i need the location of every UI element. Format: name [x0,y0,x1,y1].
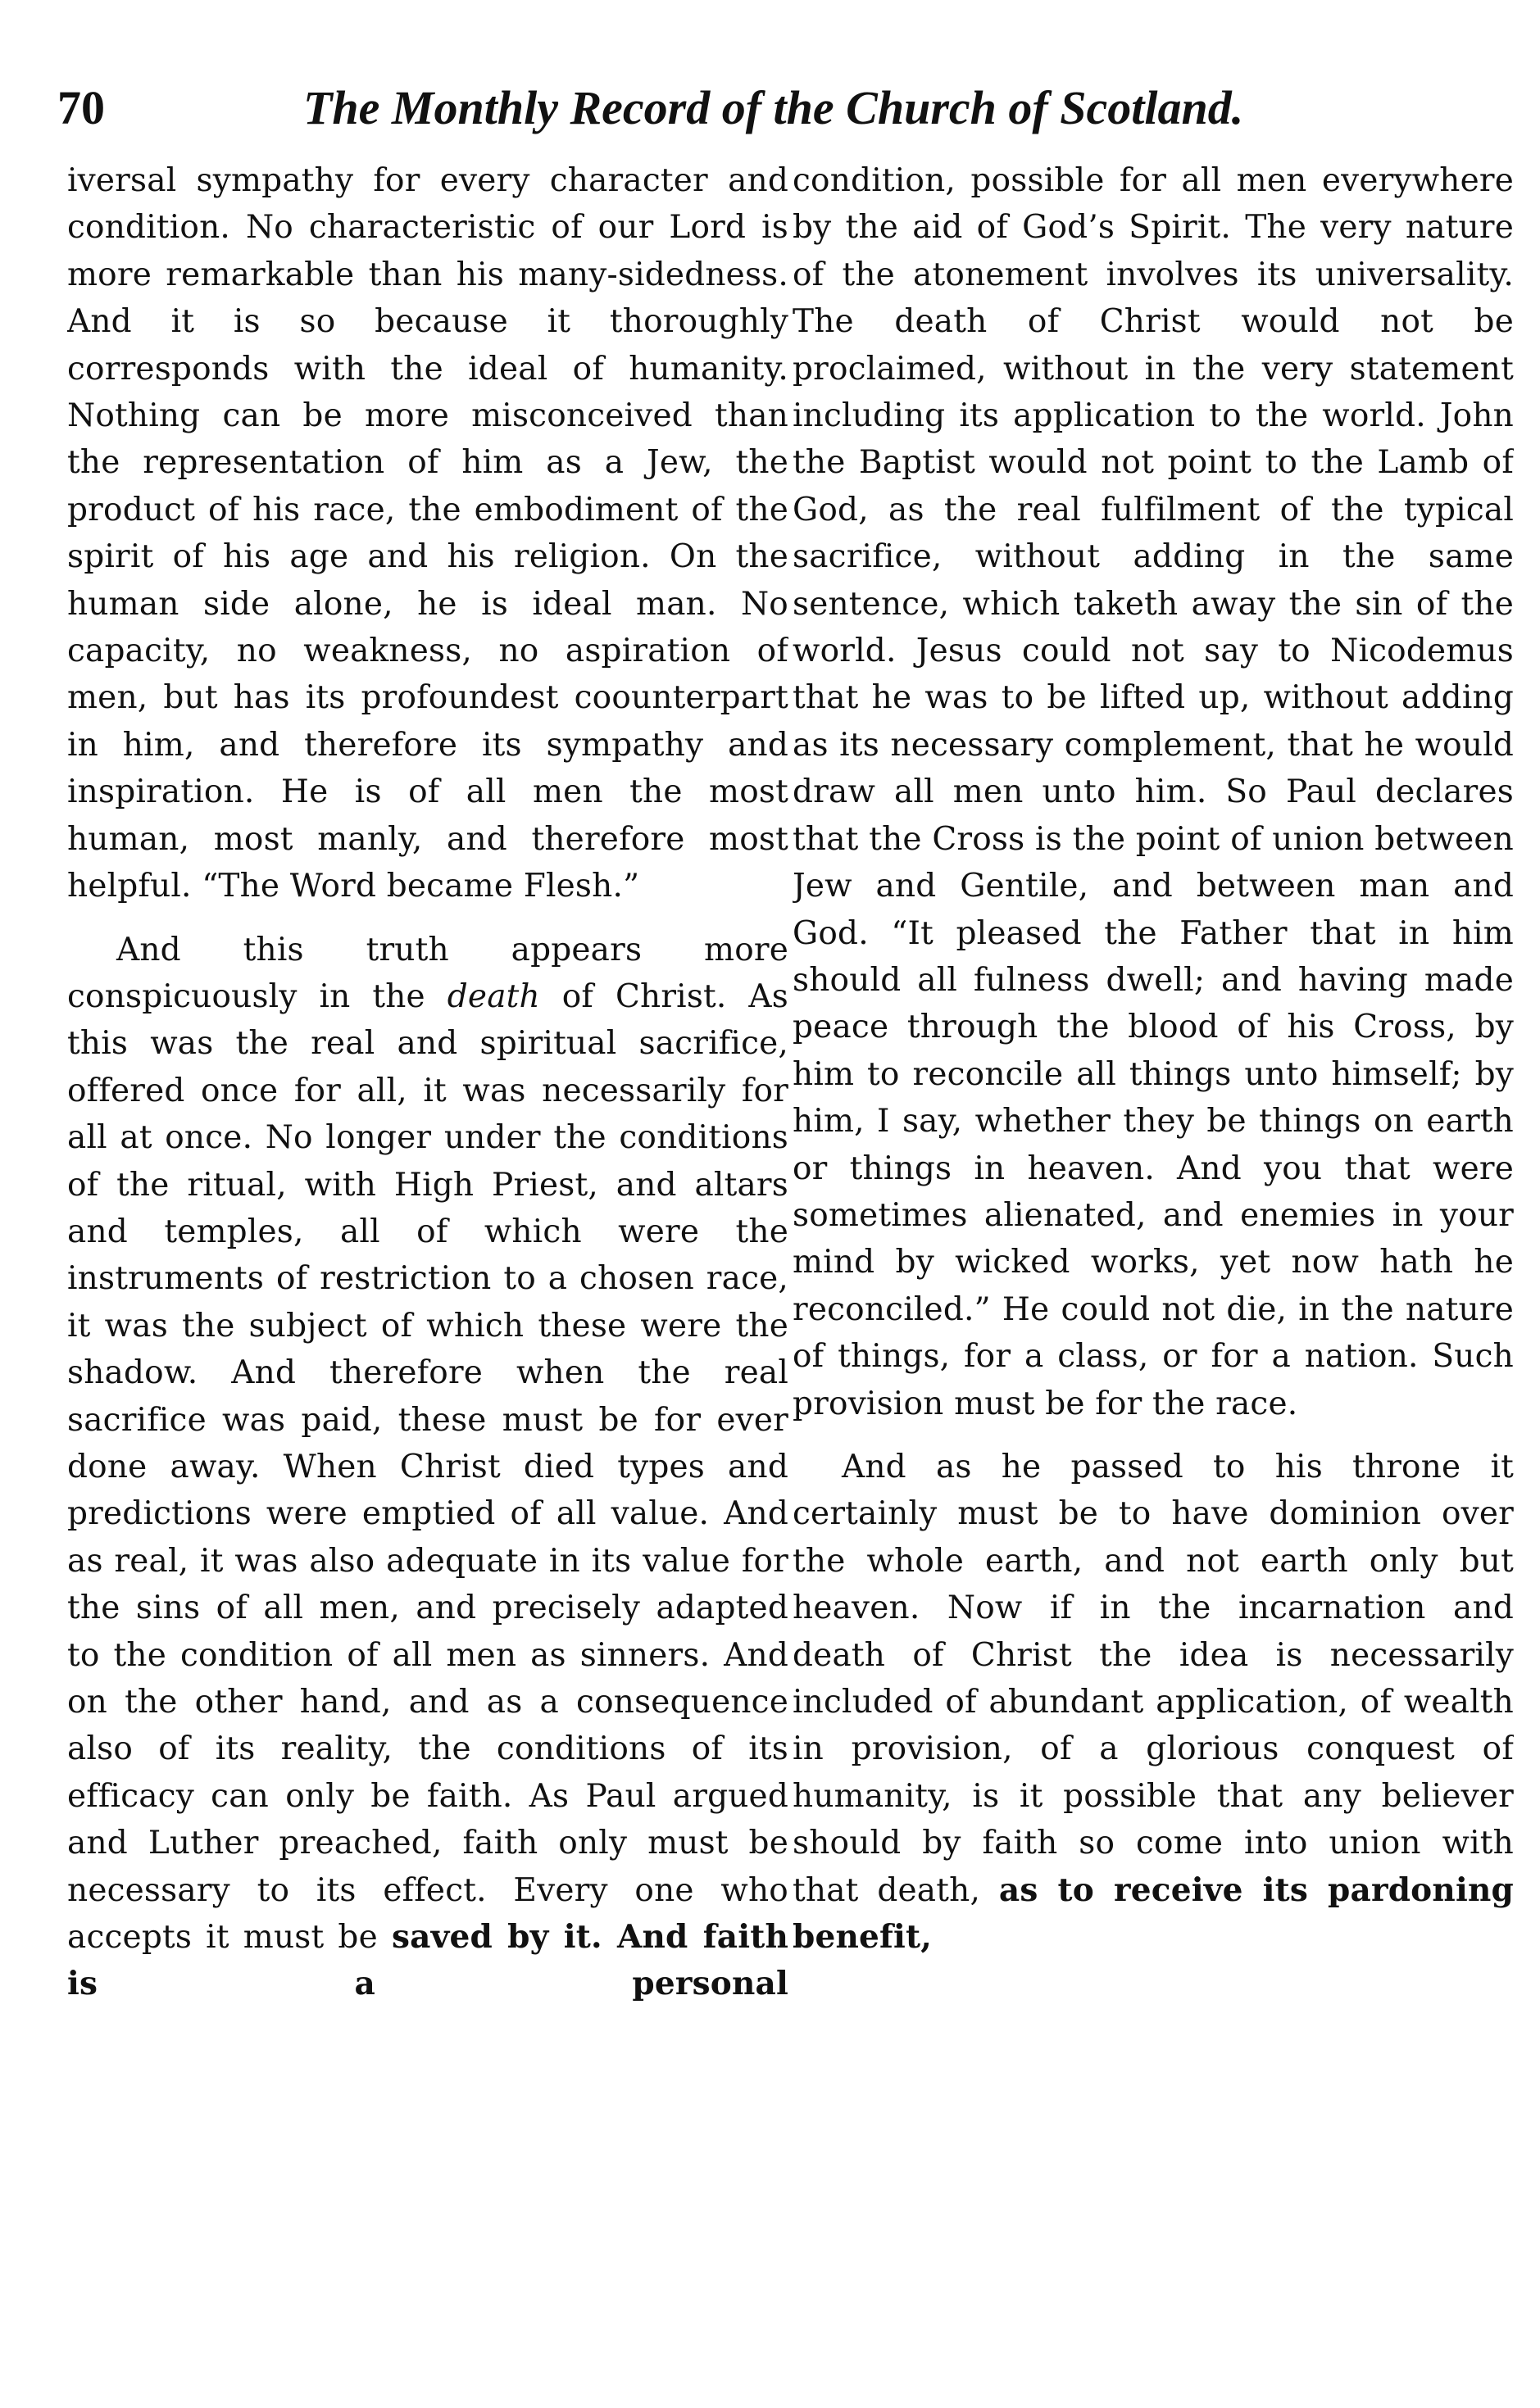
right-paragraph-2-text: And as he passed to his throne it certainly must be to have dominion over the whole earth, and not earth only but heaven. Now if in the incarnation and death of Christ the idea is necessarily included of abundant application, of wealth in provision, of a glorious conquest of humanity, is it possible that any believer should by faith so come into union with that death, [793,1448,1514,1909]
italic-word-death: death [447,977,540,1015]
left-paragraph-2 [67,927,788,2008]
page-number: 70 [57,81,105,134]
right-paragraph-1: condition, possible for all men everywhere by the aid of God’s Spirit. The very nature of the atonement involves its universality. The death of Christ would not be proclaimed, without in the very statement including its application to the world. John the Baptist would not point to the Lamb of God, as the real fulfilment of the typical sacrifice, without adding in the same sentence, which taketh away the sin of the world. Jesus could not say to Nicodemus that he was to be lifted up, without adding as its necessary complement, that he would draw all men unto him. So Paul declares that the Cross is the point of union between Jew and Gentile, and between man and God. “It pleased the Father that in him should all fulness dwell; and having made peace through the blood of his Cross, by him to reconcile all things unto himself; by him, I say, whether they be things on earth or things in heaven. And you that were sometimes alienated, and enemies in your mind by wicked works, yet now hath he reconciled.” He could not die, in the nature of things, for a class, or for a nation. Such provision must be for the race. [793,162,1514,1422]
right-paragraph-2 [793,1444,1514,1961]
left-column [67,157,788,2361]
running-title: The Monthly Record of the Church of Scotland. [303,81,1244,134]
right-bold-last-line: as to receive its pardoning benefit, [793,1871,1514,1957]
right-column [793,157,1514,2361]
left-bold-last-line: saved by it. And faith is a personal [67,1918,788,2003]
page-header [57,67,1483,149]
left-paragraph-1: iversal sympathy for every character and condition. No characteristic of our Lord is more remarkable than his many-sidedness. And it is so because it thoroughly corresponds with the ideal of humanity. Nothing can be more misconceived than the representation of him as a Jew, the product of his race, the embodiment of the spirit of his age and his religion. On the human side alone, he is ideal man. No capacity, no weakness, no aspiration of men, but has its profoundest coounterpart in him, and therefore its sympathy and inspiration. He is of all men the most human, most manly, and therefore most helpful. “The Word became Flesh.” [67,162,788,905]
left-paragraph-2-continued: of Christ. As this was the real and spiritual sacrifice, offered once for all, it was necessarily for all at once. No longer under the conditions of the ritual, with High Priest, and altars and temples, all of which were the instruments of restriction to a chosen race, it was the subject of which these were the shadow. And therefore when the real sacrifice was paid, these must be for ever done away. When Christ died types and predictions were emptied of all value. And as real, it was also adequate in its value for the sins of all men, and precisely adapted to the condition of all men as sinners. And on the other hand, and as a consequence also of its reality, the conditions of its efficacy can only be faith. As Paul argued and Luther preached, faith only must be necessary to its effect. Every one who accepts it must be [67,977,788,1957]
left-paragraph-2-text: And this truth appears more conspicuously in the [67,931,788,1015]
